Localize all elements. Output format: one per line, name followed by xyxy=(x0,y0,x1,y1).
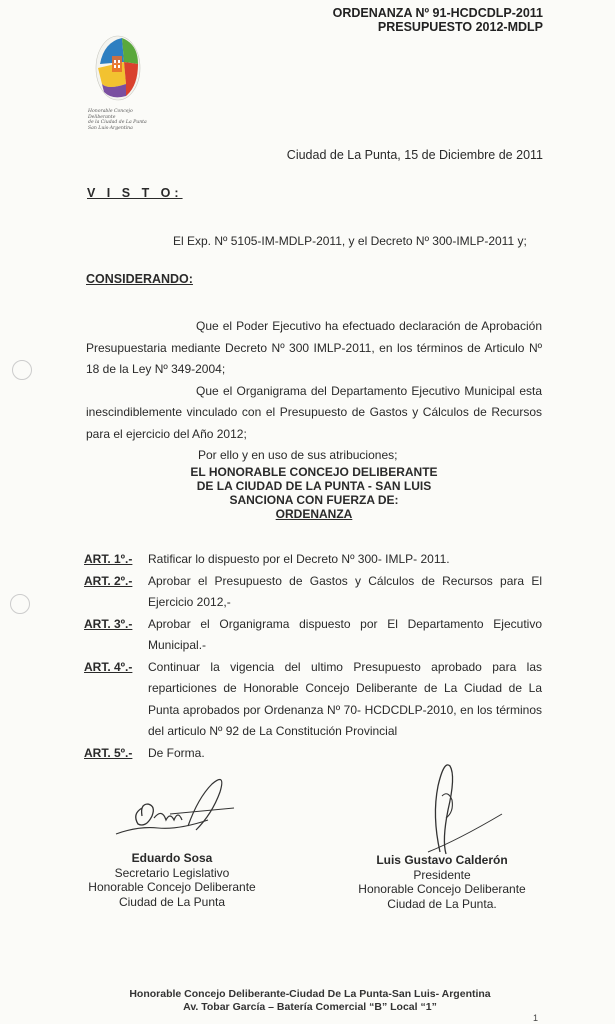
signature-block-secretary xyxy=(72,851,272,909)
article-item xyxy=(84,657,542,743)
sanciona-block xyxy=(86,465,542,521)
signer-org: Honorable Concejo Deliberante xyxy=(88,880,256,894)
signer-org: Honorable Concejo Deliberante xyxy=(358,882,526,896)
sanciona-line: SANCIONA CON FUERZA DE: xyxy=(229,493,399,507)
sanciona-line: DE LA CIUDAD DE LA PUNTA - SAN LUIS xyxy=(196,479,432,493)
signer-name: Eduardo Sosa xyxy=(131,851,213,865)
article-label: ART. 5º.- xyxy=(84,745,133,760)
article-item xyxy=(84,571,542,614)
signer-role: Secretario Legislativo xyxy=(114,865,230,880)
considerando-paragraph: Que el Organigrama del Departamento Ejecutivo Municipal esta inescindiblemente vinculado con el Presupuesto de Gastos y Cálculos de Recursos para el ejercicio del Año 2012; xyxy=(86,383,542,441)
considerando-body xyxy=(86,316,542,467)
article-text: De Forma. xyxy=(148,745,205,760)
punch-hole-mark xyxy=(10,594,30,614)
signature-calderon xyxy=(418,756,508,865)
punch-hole-mark xyxy=(12,360,32,380)
article-text: Ratificar lo dispuesto por el Decreto Nº 300- IMLP- 2011. xyxy=(148,552,450,566)
article-text: Aprobar el Presupuesto de Gastos y Cálculos de Recursos para El Ejercicio 2012,- xyxy=(148,573,542,609)
considerando-heading: CONSIDERANDO: xyxy=(86,272,193,286)
council-logo xyxy=(94,34,142,102)
logo-caption: Honorable Concejo Deliberante de la Ciudad de La Punta San Luis-Argentina xyxy=(88,109,147,131)
article-label: ART. 4º.- xyxy=(84,659,133,674)
signer-city: Ciudad de La Punta. xyxy=(387,896,497,911)
article-item xyxy=(84,614,542,657)
ordenanza-title: ORDENANZA xyxy=(275,507,353,521)
visto-heading: V I S T O: xyxy=(87,186,183,200)
articles-list xyxy=(84,549,542,764)
signer-name: Luis Gustavo Calderón xyxy=(376,853,508,867)
sanciona-line: EL HONORABLE CONCEJO DELIBERANTE xyxy=(190,465,438,479)
article-label: ART. 3º.- xyxy=(84,616,133,631)
footer-address: Honorable Concejo Deliberante-Ciudad De La Punta-San Luis- Argentina Av. Tobar García – Batería Comercial “B” Local “1” xyxy=(129,988,491,1013)
considerando-paragraph: Por ello y en uso de sus atribuciones; xyxy=(198,448,398,462)
considerando-paragraph: Que el Poder Ejecutivo ha efectuado declaración de Aprobación Presupuestaria mediante Decreto Nº 300 IMLP-2011, en los términos de Articulo Nº 18 de la Ley Nº 349-2004; xyxy=(86,319,542,376)
signature-block-president xyxy=(342,853,542,911)
article-text: Continuar la vigencia del ultimo Presupuesto aprobado para las reparticiones de Honorable Concejo Deliberante de La Ciudad de La Punta aprobados por Ordenanza Nº 70- HCDCDLP-2010, en los términos del articulo Nº 92 de La Constitución Provincial xyxy=(148,659,542,738)
signature-sosa xyxy=(108,768,238,853)
page-number: 1 xyxy=(533,1013,539,1023)
document-date: Ciudad de La Punta, 15 de Diciembre de 2011 xyxy=(286,148,543,162)
signer-city: Ciudad de La Punta xyxy=(118,894,226,909)
article-item xyxy=(84,549,542,571)
signer-role: Presidente xyxy=(413,867,471,882)
visto-text: El Exp. Nº 5105-IM-MDLP-2011, y el Decreto Nº 300-IMLP-2011 y; xyxy=(173,234,527,248)
article-text: Aprobar el Organigrama dispuesto por El Departamento Ejecutivo Municipal.- xyxy=(148,616,542,652)
ordinance-number: ORDENANZA Nº 91-HCDCDLP-2011 xyxy=(332,6,543,20)
article-label: ART. 2º.- xyxy=(84,573,133,588)
article-label: ART. 1º.- xyxy=(84,552,133,566)
budget-title: PRESUPUESTO 2012-MDLP xyxy=(377,20,543,34)
